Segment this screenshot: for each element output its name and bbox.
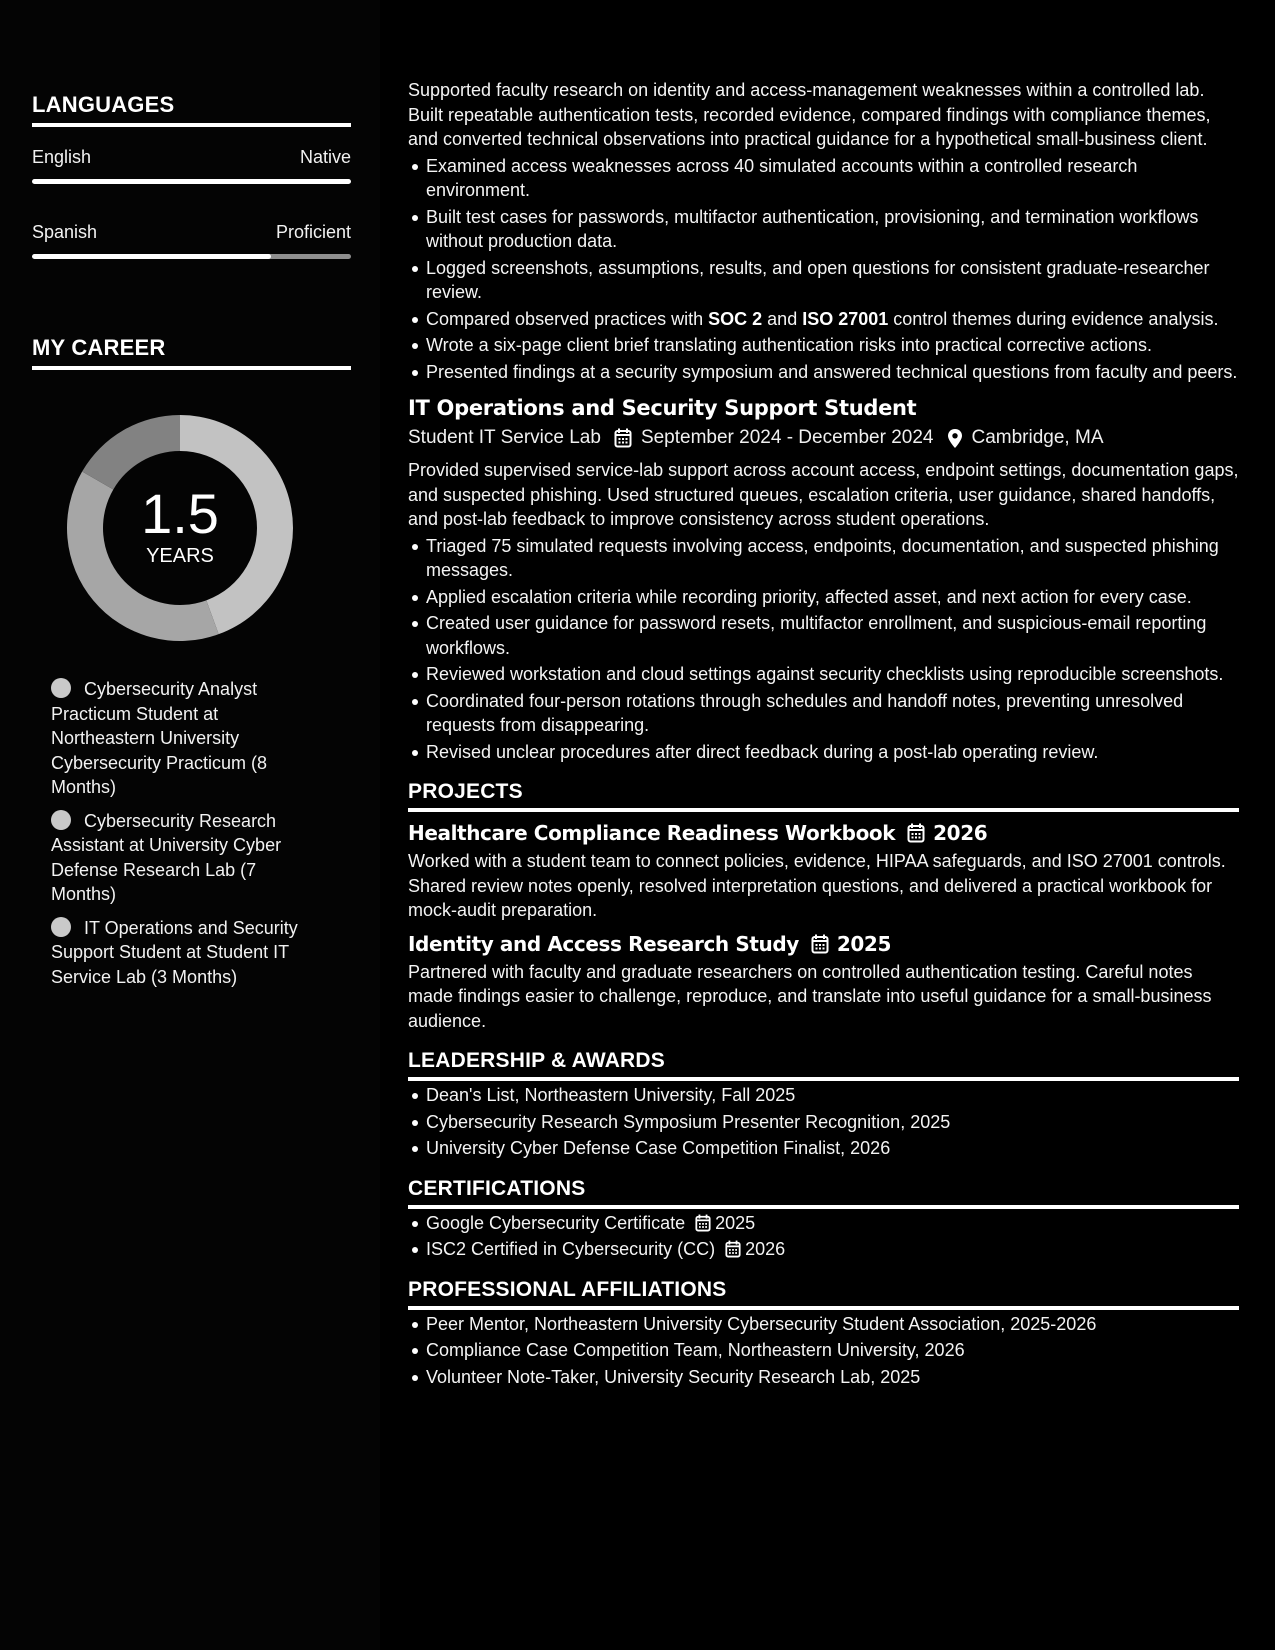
map-pin-icon [947, 428, 963, 449]
language-level: Proficient [275, 222, 351, 242]
career-legend-label: IT Operations and Security Support Student at Student IT Service Lab (3 Months) [51, 917, 298, 987]
certification-name: ISC2 Certified in Cybersecurity (CC) [426, 1239, 716, 1259]
language-level: Native [299, 147, 351, 167]
bullet-item: Applied escalation criteria while recording priority, affected asset, and next action for every case. [426, 585, 1239, 610]
legend-dot-icon [51, 678, 71, 698]
award-item: University Cyber Defense Case Competition Finalist, 2026 [426, 1136, 1239, 1161]
bullet-item [426, 307, 1239, 332]
bullet-item: Built test cases for passwords, multifactor authentication, provisioning, and termination workflows without production data. [426, 205, 1239, 254]
bullet-text: Compared observed practices with [426, 308, 709, 329]
bullet-item: Triaged 75 simulated requests involving access, endpoints, documentation, and suspected phishing messages. [426, 534, 1239, 583]
project-title [408, 932, 1239, 956]
career-legend-label: Cybersecurity Analyst Practicum Student at Northeastern University Cybersecurity Practicum (8 Months) [51, 679, 268, 797]
languages-heading: LANGUAGES [32, 92, 351, 127]
calendar-icon [907, 823, 925, 843]
bullet-item: Examined access weaknesses across 40 simulated accounts within a controlled research environment. [426, 154, 1239, 203]
certifications-heading: CERTIFICATIONS [408, 1177, 1239, 1209]
legend-dot-icon [51, 917, 71, 937]
calendar-icon [811, 934, 829, 954]
career-legend-item [51, 916, 322, 990]
job-bullets [408, 534, 1239, 765]
career-legend-label: Cybersecurity Research Assistant at University Cyber Defense Research Lab (7 Months) [51, 810, 282, 904]
bullet-item: Coordinated four-person rotations through schedules and handoff notes, preventing unresolved requests from disappearing. [426, 689, 1239, 738]
award-item: Dean's List, Northeastern University, Fall 2025 [426, 1083, 1239, 1108]
language-name: Spanish [32, 222, 98, 242]
language-row-spanish [32, 222, 351, 243]
main-content [380, 0, 1275, 1650]
career-legend-item [51, 809, 322, 907]
project-year: 2026 [933, 821, 988, 845]
affiliation-item: Volunteer Note-Taker, University Security Research Lab, 2025 [426, 1365, 1239, 1390]
language-bar-fill [32, 254, 271, 259]
affiliation-item: Compliance Case Competition Team, Northeastern University, 2026 [426, 1338, 1239, 1363]
bullet-item: Logged screenshots, assumptions, results, and open questions for consistent graduate-researcher review. [426, 256, 1239, 305]
awards-list [408, 1083, 1239, 1161]
language-row-english [32, 147, 351, 168]
bullet-item: Created user guidance for password resets, multifactor enrollment, and suspicious-email reporting workflows. [426, 611, 1239, 660]
calendar-icon [614, 428, 632, 448]
certification-item [426, 1211, 1239, 1236]
calendar-icon [695, 1214, 711, 1232]
certification-item [426, 1237, 1239, 1262]
research-bullets [408, 154, 1239, 385]
job-meta [408, 427, 1239, 449]
bullet-item: Presented findings at a security symposium and answered technical questions from faculty and peers. [426, 360, 1239, 385]
certification-year: 2025 [715, 1212, 756, 1233]
career-total-unit: YEARS [146, 544, 214, 567]
certifications-list [408, 1211, 1239, 1262]
calendar-icon [725, 1240, 741, 1258]
sidebar [0, 0, 380, 1650]
career-total-value: 1.5 [141, 481, 219, 545]
bold-term: SOC 2 [708, 308, 763, 329]
job-company: Student IT Service Lab [408, 427, 601, 448]
certification-name: Google Cybersecurity Certificate [426, 1212, 686, 1233]
language-bar-spanish [32, 254, 351, 259]
career-legend [32, 677, 322, 989]
donut-center [67, 415, 293, 641]
research-intro: Supported faculty research on identity and access-management weaknesses within a controlled lab. Built repeatable authentication tests, recorded evidence, compared findings with compliance themes, and converted technical observations into practical guidance for a hypothetical small-business client. [408, 80, 1211, 149]
career-heading: MY CAREER [32, 335, 351, 370]
bold-term: ISO 27001 [802, 308, 889, 329]
affiliation-item: Peer Mentor, Northeastern University Cybersecurity Student Association, 2025-2026 [426, 1312, 1239, 1337]
bullet-item: Wrote a six-page client brief translating authentication risks into practical corrective actions. [426, 333, 1239, 358]
awards-heading: LEADERSHIP & AWARDS [408, 1049, 1239, 1081]
project-name: Healthcare Compliance Readiness Workbook [408, 821, 896, 845]
bullet-item: Revised unclear procedures after direct feedback during a post-lab operating review. [426, 740, 1239, 765]
project-year: 2025 [836, 931, 891, 956]
career-donut-chart [67, 415, 293, 641]
bullet-text: and [762, 308, 803, 329]
project-name: Identity and Access Research Study [408, 931, 799, 956]
job-dates: September 2024 - December 2024 [640, 427, 934, 448]
legend-dot-icon [51, 810, 71, 830]
job-location: Cambridge, MA [971, 427, 1104, 448]
project-description: Partnered with faculty and graduate researchers on controlled authentication testing. Careful notes made findings easier to challenge, reproduce, and translate into useful guidance for a small-business audience. [408, 961, 1212, 1031]
projects-heading: PROJECTS [408, 780, 1239, 812]
bullet-text: control themes during evidence analysis. [888, 308, 1219, 329]
award-item: Cybersecurity Research Symposium Presenter Recognition, 2025 [426, 1110, 1239, 1135]
certification-year: 2026 [745, 1239, 786, 1259]
career-legend-item [51, 677, 322, 800]
affiliations-list [408, 1312, 1239, 1390]
affiliations-heading: PROFESSIONAL AFFILIATIONS [408, 1278, 1239, 1310]
language-name: English [32, 147, 92, 167]
job-description: Provided supervised service-lab support across account access, endpoint settings, documentation gaps, and suspected phishing. Used structured queues, escalation criteria, user guidance, shared handoffs, and post-lab feedback to improve consistency across student operations. [408, 460, 1239, 529]
language-bar-english [32, 179, 351, 184]
bullet-item: Reviewed workstation and cloud settings against security checklists using reproducible screenshots. [426, 662, 1239, 687]
language-bar-fill [32, 179, 351, 184]
project-title [408, 821, 1239, 845]
project-description: Worked with a student team to connect policies, evidence, HIPAA safeguards, and ISO 27001 controls. Shared review notes openly, resolved interpretation questions, and delivered a practical workbook for mock-audit preparation. [408, 851, 1226, 920]
job-title: IT Operations and Security Support Student [408, 396, 917, 420]
